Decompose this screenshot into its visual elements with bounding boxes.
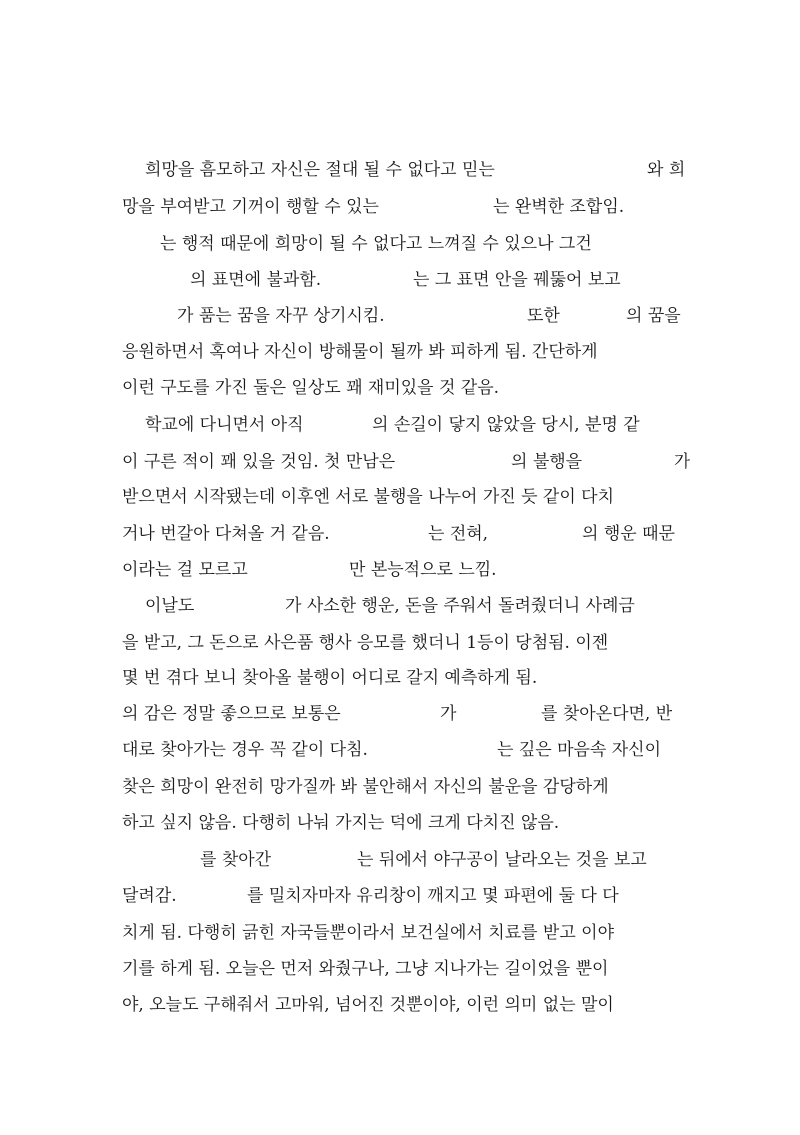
- text-line: [0, 917, 800, 949]
- text-segment: 몇 번 겪다 보니 찾아올 불행이 어디로 갈지 예측하게 됨.: [122, 668, 538, 688]
- text-line: [0, 228, 800, 260]
- text-segment: 의 꿈을: [626, 306, 681, 326]
- text-line: [0, 446, 800, 478]
- text-line: [0, 300, 800, 332]
- text-segment: 거나 번갈아 다쳐올 거 같음.: [122, 524, 330, 544]
- text-segment: 를 찾아간: [200, 850, 272, 870]
- text-segment: 대로 찾아가는 경우 꼭 같이 다침.: [122, 740, 368, 760]
- text-segment: 달려감.: [122, 886, 177, 906]
- text-segment: 기를 하게 됨. 오늘은 먼저 와줬구나, 그냥 지나가는 길이었을 뿐이: [122, 959, 609, 979]
- text-line: [0, 953, 800, 985]
- text-segment: 찾은 희망이 완전히 망가질까 봐 불안해서 자신의 불운을 감당하게: [122, 777, 609, 797]
- text-line: [0, 844, 800, 876]
- text-segment: 이라는 걸 모르고: [122, 560, 248, 580]
- text-segment: 이날도: [145, 596, 195, 616]
- text-segment: 야, 오늘도 구해줘서 고마워, 넘어진 것뿐이야, 이런 의미 없는 말이: [122, 995, 614, 1015]
- text-line: [0, 771, 800, 803]
- text-segment: 는 전혀,: [428, 524, 489, 544]
- text-line: [0, 372, 800, 404]
- text-segment: 응원하면서 혹여나 자신이 방해물이 될까 봐 피하게 됨. 간단하게: [122, 342, 598, 362]
- text-segment: 의 표면에 불과함.: [190, 270, 322, 290]
- text-segment: 를 밀치자마자 유리창이 깨지고 몇 파편에 둘 다 다: [247, 886, 619, 906]
- text-line: [0, 590, 800, 622]
- text-line: [0, 989, 800, 1021]
- text-segment: 받으면서 시작됐는데 이후엔 서로 불행을 나누어 가진 듯 같이 다치: [122, 487, 615, 507]
- text-segment: 이런 구도를 가진 둘은 일상도 꽤 재미있을 것 같음.: [122, 378, 500, 398]
- text-segment: 의 불행을: [511, 452, 583, 472]
- text-segment: 학교에 다니면서 아직: [145, 415, 304, 435]
- text-line: [0, 409, 800, 441]
- text-segment: 또한: [527, 306, 560, 326]
- text-line: [0, 880, 800, 912]
- text-segment: 이 구른 적이 꽤 있을 것임. 첫 만남은: [122, 452, 396, 472]
- text-line: [0, 336, 800, 368]
- text-line: [0, 518, 800, 550]
- text-segment: 는 행적 때문에 희망이 될 수 없다고 느껴질 수 있으나 그건: [160, 234, 592, 254]
- text-segment: 의 행운 때문: [582, 524, 675, 544]
- text-segment: 망을 부여받고 기꺼이 행할 수 있는: [122, 197, 379, 217]
- text-segment: 만 본능적으로 느낌.: [349, 560, 497, 580]
- text-line: [0, 698, 800, 730]
- text-segment: 가 사소한 행운, 돈을 주워서 돌려줬더니 사례금: [285, 596, 635, 616]
- text-line: [0, 191, 800, 223]
- text-segment: 는 그 표면 안을 꿰뚫어 보고: [413, 270, 621, 290]
- text-line: [0, 807, 800, 839]
- text-segment: 가 품는 꿈을 자꾸 상기시킴.: [177, 306, 385, 326]
- text-line: [0, 734, 800, 766]
- text-segment: 가: [674, 452, 690, 472]
- text-segment: 가: [440, 704, 457, 724]
- text-segment: 의 감은 정말 좋으므로 보통은: [122, 704, 341, 724]
- text-segment: 치게 됨. 다행히 긁힌 자국들뿐이라서 보건실에서 치료를 받고 이야: [122, 923, 615, 943]
- text-segment: 를 찾아온다면, 반: [541, 704, 673, 724]
- text-segment: 는 뒤에서 야구공이 날라오는 것을 보고: [357, 850, 647, 870]
- text-line: [0, 554, 800, 586]
- text-line: [0, 264, 800, 296]
- text-segment: 는 깊은 마음속 자신이: [497, 740, 662, 760]
- text-segment: 와 희: [647, 160, 686, 180]
- text-line: [0, 481, 800, 513]
- text-line: [0, 154, 800, 186]
- text-segment: 하고 싶지 않음. 다행히 나눠 가지는 덕에 크게 다치진 않음.: [122, 813, 560, 833]
- text-line: [0, 627, 800, 659]
- text-segment: 희망을 흠모하고 자신은 절대 될 수 없다고 믿는: [145, 160, 495, 180]
- text-line: [0, 662, 800, 694]
- text-segment: 을 받고, 그 돈으로 사은품 행사 응모를 했더니 1등이 당첨됨. 이젠: [122, 633, 609, 653]
- text-segment: 는 완벽한 조합임.: [493, 197, 625, 217]
- text-segment: 의 손길이 닿지 않았을 당시, 분명 같: [372, 415, 640, 435]
